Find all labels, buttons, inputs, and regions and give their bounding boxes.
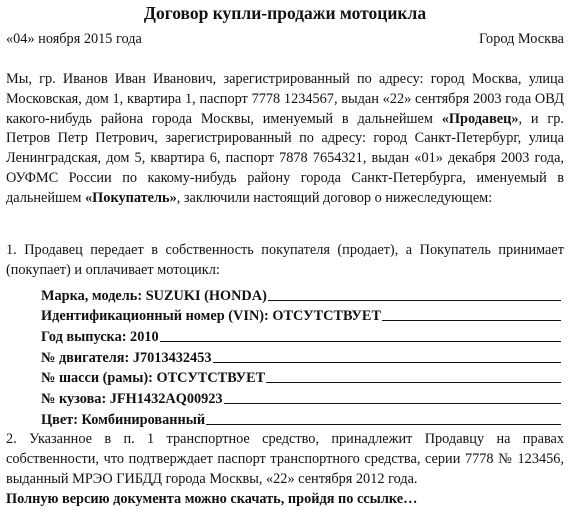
field-year	[41, 325, 561, 346]
intro-text-2: , и гр. Петров Петр Петрович, зарегистрированный по адресу: город Санкт-Петербург, улица Ленинградская, дом 5, квартира 6, паспорт 7878 7654321, выдан «01» декабря 2003 года, ОУФМС России по какому-нибудь району города Санкт-Петербурга, именуемый в дальнейшем	[6, 110, 564, 206]
field-color	[41, 408, 561, 429]
field-vin	[41, 305, 561, 326]
intro-text-1: Мы, гр. Иванов Иван Иванович, зарегистрированный по адресу: город Москва, улица Московская, дом 1, квартира 1, паспорт 7778 1234567, выдан «22» сентября 2003 года ОВД какого-нибудь района города Москвы, именуемый в дальнейшем	[6, 71, 564, 127]
field-text: Цвет: Комбинированный	[41, 411, 206, 428]
fill-line	[382, 320, 561, 321]
fill-line	[213, 362, 562, 363]
fill-line	[160, 341, 561, 342]
clause-1: 1. Продавец передает в собственность покупателя (продает), а Покупатель принимает (покупает) и оплачивает мотоцикл:	[6, 242, 564, 278]
field-make-model	[41, 284, 561, 305]
buyer-term: «Покупатель»	[85, 189, 177, 206]
field-engine-number	[41, 346, 561, 367]
intro-paragraph	[6, 70, 564, 209]
contract-city: Город Москва	[479, 31, 564, 47]
field-body-number	[41, 387, 561, 408]
download-link-text[interactable]: Полную версию документа можно скачать, пройдя по ссылке…	[6, 491, 418, 507]
fill-line	[206, 424, 561, 425]
document-title: Договор купли-продажи мотоцикла	[143, 3, 427, 23]
fill-line	[224, 403, 561, 404]
vehicle-fields	[41, 284, 561, 429]
fill-line	[266, 382, 561, 383]
fill-line	[268, 300, 561, 301]
seller-term: «Продавец»	[441, 110, 519, 127]
field-text: Год выпуска: 2010	[41, 329, 159, 346]
intro-text-3: , заключили настоящий договор о нижеследующем:	[176, 189, 493, 206]
field-text: № шасси (рамы): ОТСУТСТВУЕТ	[41, 370, 266, 387]
contract-date: «04» ноября 2015 года	[6, 31, 142, 47]
field-chassis-number	[41, 367, 561, 388]
field-text: Марка, модель: SUZUKI (HONDA)	[41, 287, 267, 304]
field-text: Идентификационный номер (VIN): ОТСУТСТВУЕТ	[41, 308, 381, 325]
field-text: № двигателя: J7013432453	[41, 349, 212, 366]
clause-2: 2. Указанное в п. 1 транспортное средство, принадлежит Продавцу на правах собственности, что подтверждает паспорт транспортного средства, серии 7778 № 123456, выданный МРЭО ГИБДД города Москвы, «22» сентября 2012 года.	[6, 431, 564, 487]
field-text: № кузова: JFH1432AQ00923	[41, 391, 223, 408]
